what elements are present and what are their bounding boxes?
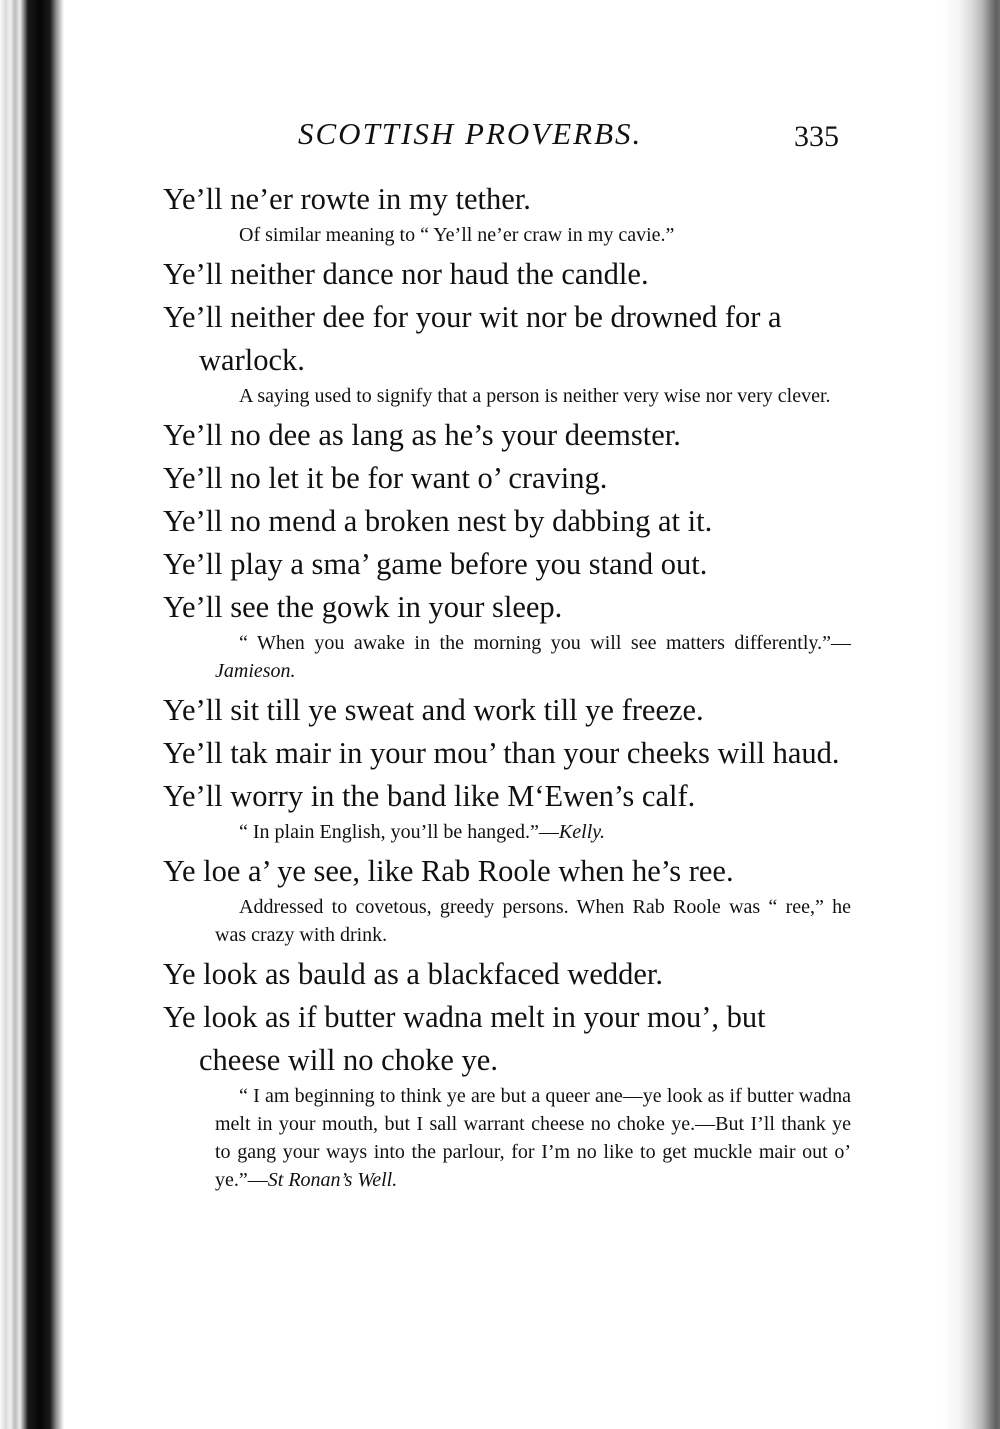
scan-edge-left — [0, 0, 64, 1429]
proverb-entry — [163, 296, 853, 410]
page-number: 335 — [794, 120, 839, 153]
proverb-note: Of similar meaning to “ Ye’ll ne’er craw in my cavie.” — [239, 224, 675, 246]
note-source: St Ronan’s Well. — [267, 1169, 398, 1191]
proverb-text: Ye’ll see the gowk in your sleep. — [163, 590, 563, 624]
proverb-entry — [163, 732, 853, 775]
proverb-text: Ye look as if butter wadna melt in your mou’, but cheese will no choke ye. — [163, 1000, 766, 1077]
proverb-text: Ye’ll no mend a broken nest by dabbing at it. — [163, 504, 713, 538]
proverb-entry — [163, 414, 853, 457]
proverb-text: Ye’ll neither dance nor haud the candle. — [163, 257, 649, 291]
proverb-text: Ye’ll ne’er rowte in my tether. — [163, 182, 531, 216]
proverb-text: Ye loe a’ ye see, like Rab Roole when he’s ree. — [163, 854, 734, 888]
proverb-note — [163, 818, 853, 846]
proverb-entry — [163, 953, 853, 996]
proverb-text: Ye look as bauld as a blackfaced wedder. — [163, 957, 663, 991]
proverb-entry — [163, 689, 853, 732]
proverb-entry — [163, 500, 853, 543]
proverb-entry — [163, 543, 853, 586]
page-header — [298, 116, 858, 160]
proverb-text: Ye’ll neither dee for your wit nor be drowned for a warlock. — [163, 300, 782, 377]
proverb-entry — [163, 178, 853, 249]
proverb-text: Ye’ll play a sma’ game before you stand out. — [163, 547, 708, 581]
running-title: SCOTTISH PROVERBS. — [298, 116, 643, 151]
proverb-text: Ye’ll worry in the band like M‘Ewen’s calf. — [163, 779, 696, 813]
proverb-entry — [163, 996, 853, 1194]
proverb-list — [163, 178, 853, 1198]
proverb-entry — [163, 850, 853, 949]
note-text: “ When you awake in the morning you will see matters differently.”— — [239, 632, 851, 654]
proverb-entry — [163, 586, 853, 685]
scan-edge-right — [942, 0, 1000, 1429]
proverb-note: Addressed to covetous, greedy persons. When Rab Roole was “ ree,” he was crazy with drink. — [215, 896, 851, 946]
proverb-note — [163, 1082, 853, 1194]
proverb-entry — [163, 775, 853, 846]
proverb-entry — [163, 457, 853, 500]
proverb-text: Ye’ll no let it be for want o’ craving. — [163, 461, 608, 495]
proverb-note: A saying used to signify that a person is neither very wise nor very clever. — [239, 385, 831, 407]
proverb-entry — [163, 253, 853, 296]
note-text: “ I am beginning to think ye are but a queer ane—ye look as if butter wadna melt in your mouth, but I sall warrant cheese no choke ye.—But I’ll thank ye to gang your ways into the parlour, for I’m no like to get muckle mair out o’ ye.”— — [215, 1085, 851, 1191]
note-source: Kelly. — [558, 821, 606, 843]
proverb-text: Ye’ll tak mair in your mou’ than your cheeks will haud. — [163, 736, 840, 770]
note-text: “ In plain English, you’ll be hanged.”— — [239, 821, 559, 843]
proverb-note — [163, 629, 853, 685]
proverb-text: Ye’ll sit till ye sweat and work till ye freeze. — [163, 693, 704, 727]
note-source: Jamieson. — [215, 660, 296, 682]
proverb-text: Ye’ll no dee as lang as he’s your deemster. — [163, 418, 681, 452]
